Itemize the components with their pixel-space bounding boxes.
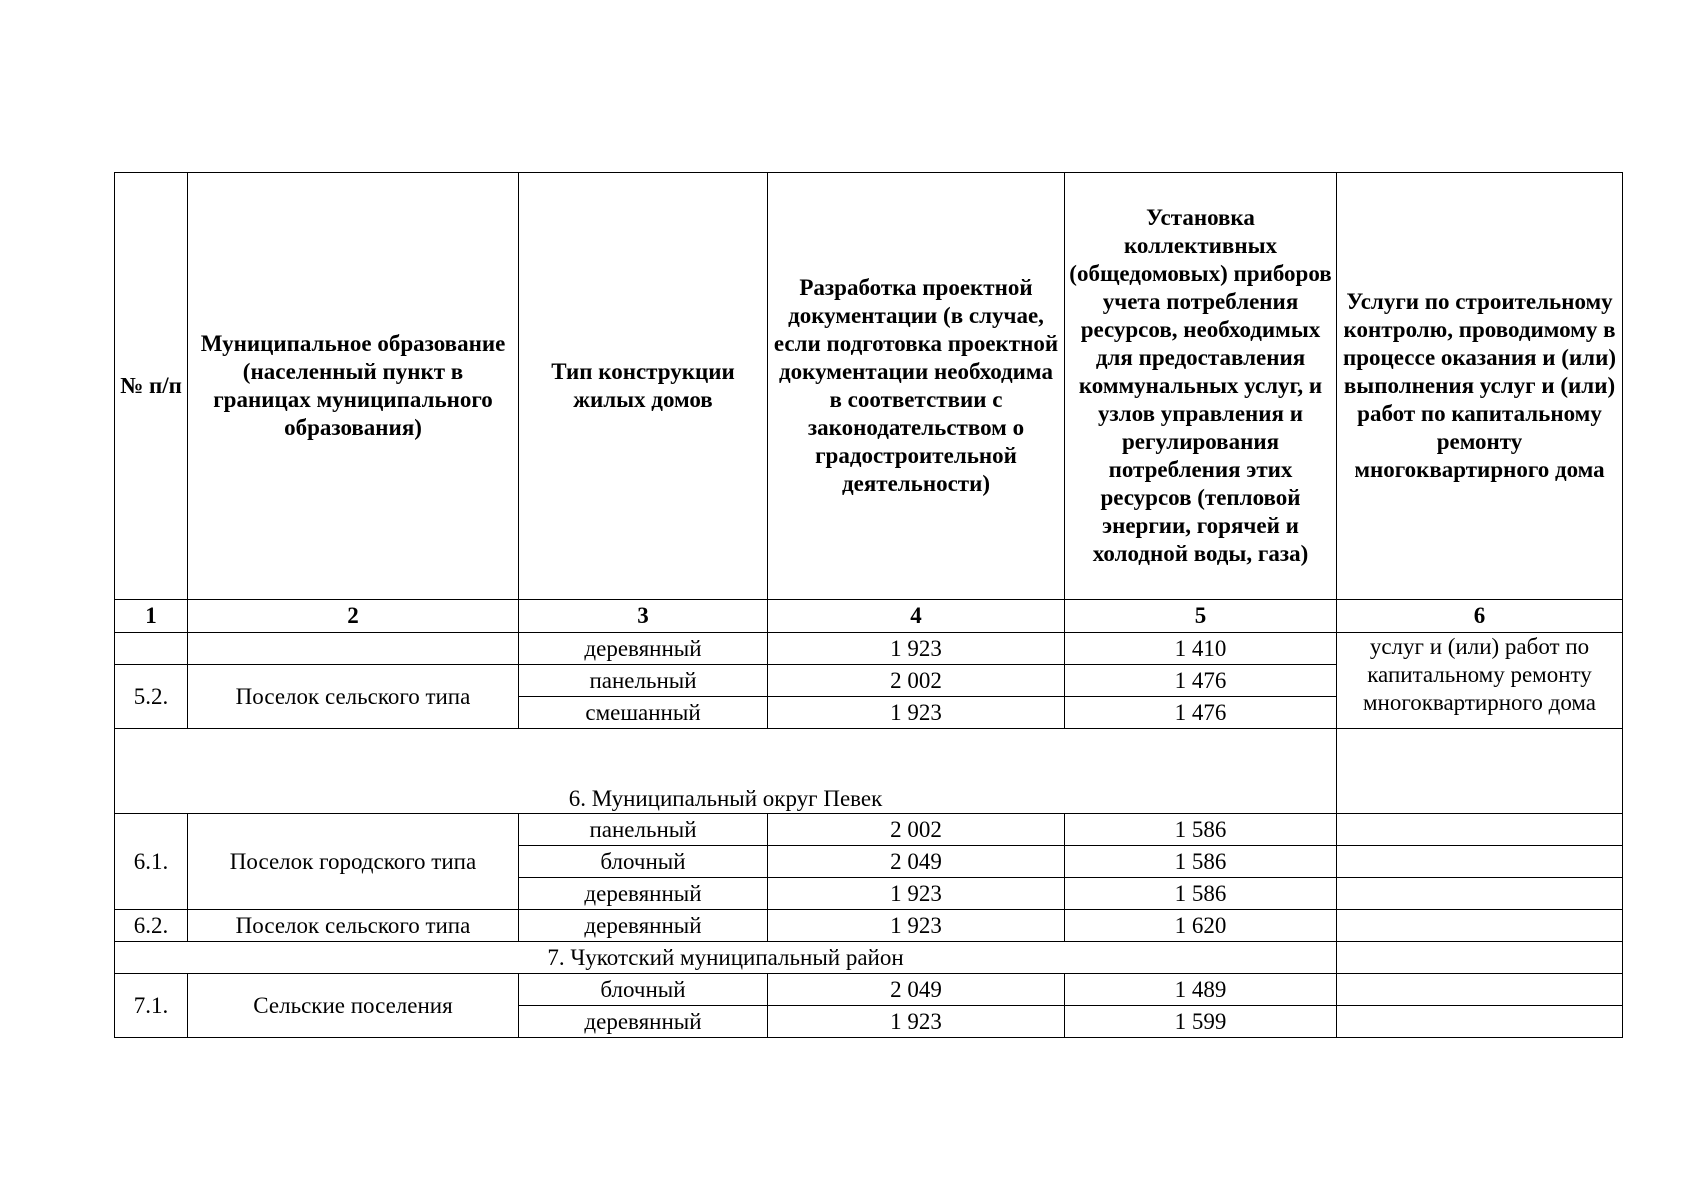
empty-cell: [1337, 729, 1623, 814]
empty-cell: [1337, 910, 1623, 942]
table-row: [115, 814, 1623, 846]
empty-cell: [1337, 974, 1623, 1006]
row-meter-value: 1 620: [1065, 910, 1337, 942]
row-project-docs-value: 2 049: [768, 974, 1065, 1006]
row-meter-value: 1 489: [1065, 974, 1337, 1006]
tariff-table: [114, 172, 1623, 1038]
row-construction-type: деревянный: [519, 910, 768, 942]
column-number: 4: [768, 600, 1065, 633]
table-row: [115, 633, 1623, 665]
row-project-docs-value: 2 002: [768, 665, 1065, 697]
header-construction-type: Тип конструкции жилых домов: [519, 173, 768, 600]
column-number: 2: [188, 600, 519, 633]
row-number: 7.1.: [115, 974, 188, 1038]
section-title: 7. Чукотский муниципальный район: [115, 942, 1337, 974]
row-municipality: Поселок городского типа: [188, 814, 519, 910]
row-construction-type: деревянный: [519, 1006, 768, 1038]
header-num: № п/п: [115, 173, 188, 600]
table-row: [115, 910, 1623, 942]
empty-cell: [1337, 814, 1623, 846]
header-construction-control: Услуги по строительному контролю, проводимому в процессе оказания и (или) выполнения услуг и (или) работ по капитальному ремонту многоквартирного дома: [1337, 173, 1623, 600]
column-number: 6: [1337, 600, 1623, 633]
column-number: 3: [519, 600, 768, 633]
row-number: 5.2.: [115, 665, 188, 729]
row-meter-value: 1 476: [1065, 665, 1337, 697]
row-municipality: [188, 633, 519, 665]
row-construction-type: деревянный: [519, 633, 768, 665]
row-number: [115, 633, 188, 665]
row-project-docs-value: 1 923: [768, 878, 1065, 910]
column-number: 5: [1065, 600, 1337, 633]
row-meter-value: 1 476: [1065, 697, 1337, 729]
empty-cell: [1337, 942, 1623, 974]
header-meter-installation: Установка коллективных (общедомовых) приборов учета потребления ресурсов, необходимых для предоставления коммунальных услуг, и узлов управления и регулирования потребления этих ресурсов (тепловой энергии, горячей и холодной воды, газа): [1065, 173, 1337, 600]
table-header-row: [115, 173, 1623, 600]
row-project-docs-value: 1 923: [768, 1006, 1065, 1038]
continuation-note: услуг и (или) работ по капитальному ремонту многоквартирного дома: [1337, 633, 1623, 729]
section-row: [115, 942, 1623, 974]
empty-cell: [1337, 1006, 1623, 1038]
table-row: [115, 974, 1623, 1006]
empty-cell: [1337, 846, 1623, 878]
section-row: [115, 729, 1623, 814]
row-municipality: Поселок сельского типа: [188, 665, 519, 729]
row-construction-type: панельный: [519, 814, 768, 846]
row-number: 6.1.: [115, 814, 188, 910]
row-meter-value: 1 410: [1065, 633, 1337, 665]
row-construction-type: смешанный: [519, 697, 768, 729]
row-construction-type: деревянный: [519, 878, 768, 910]
empty-cell: [1337, 878, 1623, 910]
row-number: 6.2.: [115, 910, 188, 942]
column-number: 1: [115, 600, 188, 633]
row-meter-value: 1 586: [1065, 878, 1337, 910]
row-project-docs-value: 2 002: [768, 814, 1065, 846]
row-meter-value: 1 586: [1065, 814, 1337, 846]
row-project-docs-value: 2 049: [768, 846, 1065, 878]
row-construction-type: панельный: [519, 665, 768, 697]
row-municipality: Поселок сельского типа: [188, 910, 519, 942]
header-municipality: Муниципальное образование (населенный пункт в границах муниципального образования): [188, 173, 519, 600]
row-construction-type: блочный: [519, 974, 768, 1006]
row-municipality: Сельские поселения: [188, 974, 519, 1038]
row-project-docs-value: 1 923: [768, 910, 1065, 942]
row-project-docs-value: 1 923: [768, 633, 1065, 665]
row-construction-type: блочный: [519, 846, 768, 878]
header-project-docs: Разработка проектной документации (в случае, если подготовка проектной документации необходима в соответствии с законодательством о градостроительной деятельности): [768, 173, 1065, 600]
row-project-docs-value: 1 923: [768, 697, 1065, 729]
section-title: 6. Муниципальный округ Певек: [115, 729, 1337, 814]
row-meter-value: 1 586: [1065, 846, 1337, 878]
row-meter-value: 1 599: [1065, 1006, 1337, 1038]
column-numbers-row: [115, 600, 1623, 633]
